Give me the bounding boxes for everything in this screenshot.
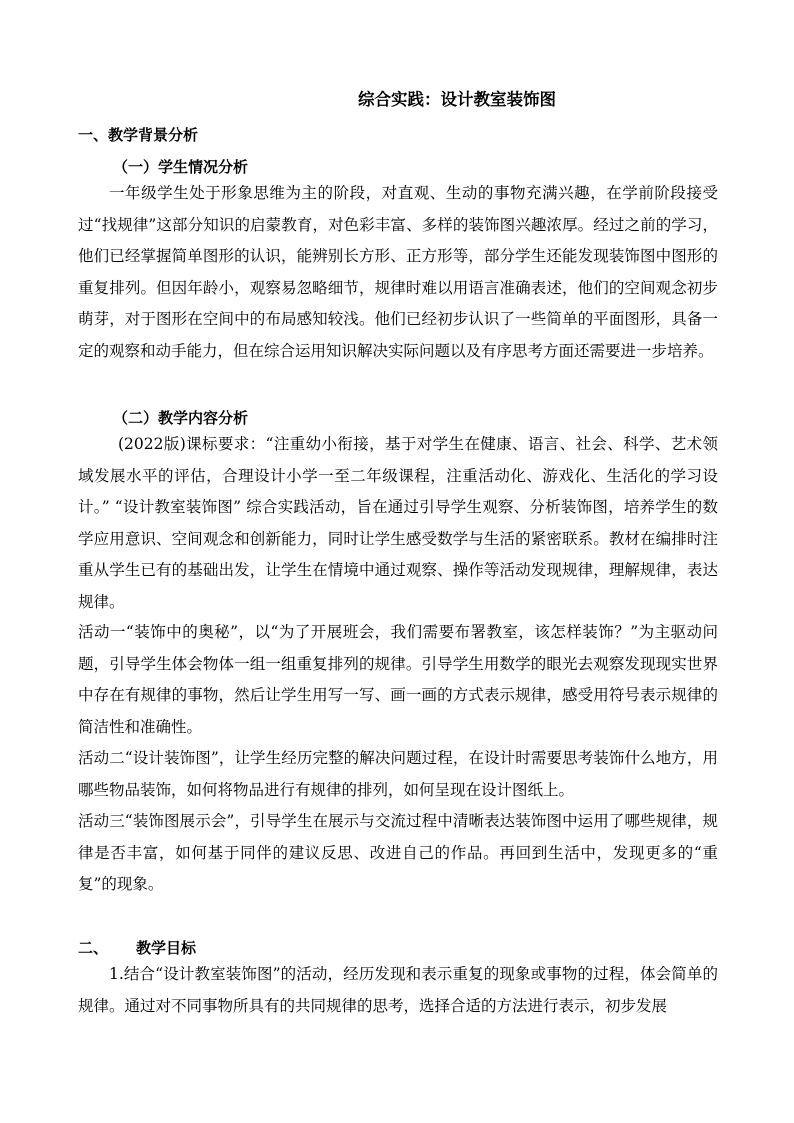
subsection-1-heading: （一）学生情况分析 <box>113 158 249 176</box>
content-analysis-paragraph: (2022版)课标要求：“注重幼小衔接，基于对学生在健康、语言、社会、科学、艺术领域发展水平的评估，合理设计小学一至二年级课程，注重活动化、游戏化、生活化的学习设计。” “设计教室装饰图” 综合实践活动，旨在通过引导学生观察、分析装饰图，培养学生的数学应用意识、空间观念和创新能力，同时让学生感受数学与生活的紧密联系。教材在编排时注重从学生已有的基础出发，让学生在情境中通过观察、操作等活动发现规律，理解规律，表达规律。 <box>78 435 718 611</box>
activity-3-paragraph: 活动三“装饰图展示会”，引导学生在展示与交流过程中清晰表达装饰图中运用了哪些规律，规律是否丰富，如何基于同伴的建议反思、改进自己的作品。再回到生活中，发现更多的“重复”的现象。 <box>78 812 718 893</box>
activity-1-paragraph: 活动一“装饰中的奥秘”，以“为了开展班会，我们需要布署教室，该怎样装饰？”为主驱动问题，引导学生体会物体一组一组重复排列的规律。引导学生用数学的眼光去观察发现现实世界中存在有规律的事物，然后让学生用写一写、画一画的方式表示规律，感受用符号表示规律的简洁性和准确性。 <box>78 623 718 736</box>
section-2-number: 二、 <box>78 939 109 957</box>
student-analysis-paragraph: 一年级学生处于形象思维为主的阶段，对直观、生动的事物充满兴趣，在学前阶段接受过“找规律”这部分知识的启蒙教育，对色彩丰富、多样的装饰图兴趣浓厚。经过之前的学习，他们已经掌握简单图形的认识，能辨别长方形、正方形等，部分学生还能发现装饰图中图形的重复排列。但因年龄小，观察易忽略细节，规律时难以用语言准确表述，他们的空间观念初步萌芽，对于图形在空间中的布局感知较浅。他们已经初步认识了一些简单的平面图形，具备一定的观察和动手能力，但在综合运用知识解决实际问题以及有序思考方面还需要进一步培养。 <box>78 184 718 360</box>
section-2-heading <box>78 937 196 958</box>
teaching-goal-paragraph: 1.结合“设计教室装饰图”的活动，经历发现和表示重复的现象或事物的过程，体会简单的规律。通过对不同事物所具有的共同规律的思考，选择合适的方法进行表示，初步发展 <box>78 965 718 1015</box>
page-title: 综合实践：设计教室装饰图 <box>358 90 556 109</box>
subsection-2-heading: （二）教学内容分析 <box>113 409 249 427</box>
activity-2-paragraph: 活动二“设计装饰图”，让学生经历完整的解决问题过程，在设计时需要思考装饰什么地方，用哪些物品装饰，如何将物品进行有规律的排列，如何呈现在设计图纸上。 <box>78 749 718 799</box>
section-2-title: 教学目标 <box>136 939 197 957</box>
section-1-heading: 一、教学背景分析 <box>78 126 199 144</box>
